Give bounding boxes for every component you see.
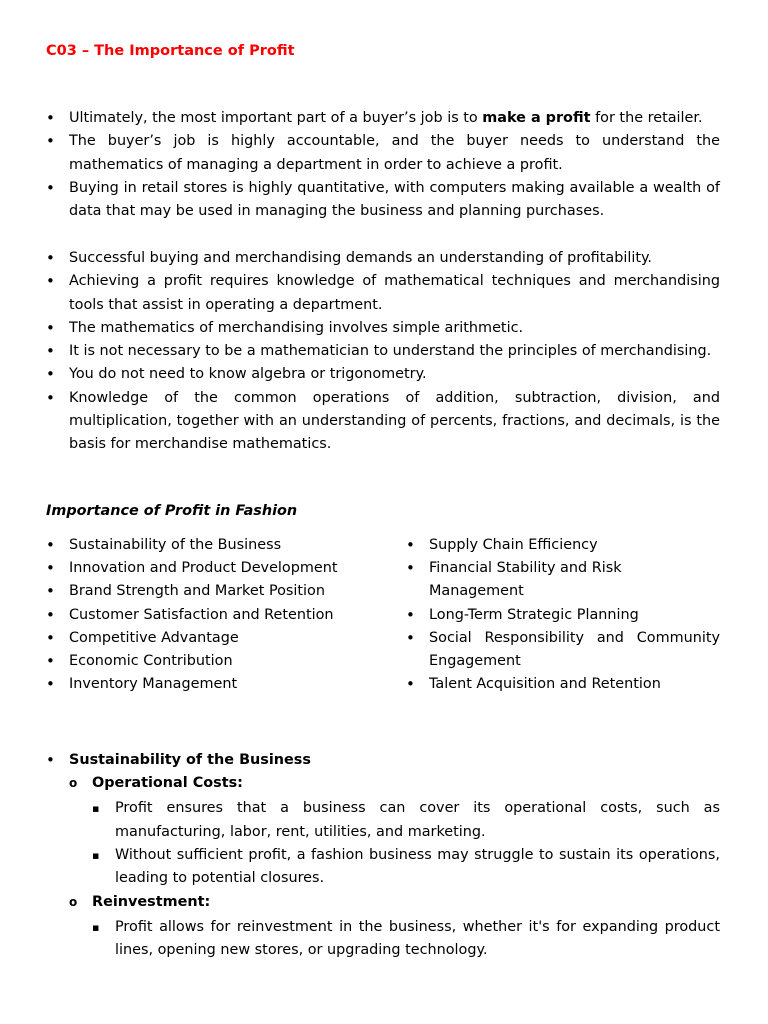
list-item: • Achieving a profit requires knowledge of mathematical techniques and merchandising tools that assist in operating a department. [46, 270, 720, 317]
intro-item-1-bold: make a profit [482, 110, 591, 126]
list-item: • Innovation and Product Development [46, 557, 384, 580]
list-item [46, 749, 720, 963]
list-item: • Customer Satisfaction and Retention [46, 604, 384, 627]
fashion-section-heading: Importance of Profit in Fashion [46, 502, 298, 519]
operational-costs-label: Operational Costs: [92, 775, 243, 792]
list-item: • Talent Acquisition and Retention [406, 673, 720, 696]
list-item: • The mathematics of merchandising involves simple arithmetic. [46, 317, 720, 340]
list-item: • The buyer’s job is highly accountable, and the buyer needs to understand the mathematics of managing a department in order to achieve a profit. [46, 130, 720, 177]
list-item: ▪ Without sufficient profit, a fashion business may struggle to sustain its operations, leading to potential closures. [92, 844, 720, 891]
list-item: • Buying in retail stores is highly quantitative, with computers making available a wealth of data that may be used in managing the business and planning purchases. [46, 177, 720, 224]
detail-bullet-list [46, 749, 720, 963]
list-item: • You do not need to know algebra or trigonometry. [46, 363, 720, 386]
list-item [46, 107, 720, 130]
list-item: • It is not necessary to be a mathematician to understand the principles of merchandising. [46, 340, 720, 363]
intro-bullet-list [46, 107, 720, 223]
detail-sub-list [69, 772, 720, 962]
list-item: • Financial Stability and Risk Management [406, 557, 720, 604]
sub-list-item [69, 772, 720, 890]
list-item: • Successful buying and merchandising demands an understanding of profitability. [46, 247, 720, 270]
fashion-two-column-list [46, 534, 720, 697]
document-title: C03 – The Importance of Profit [46, 43, 295, 59]
list-item: • Brand Strength and Market Position [46, 580, 384, 603]
reinvestment-label: Reinvestment: [92, 893, 211, 910]
fashion-left-column [46, 534, 384, 697]
reinvestment-points [92, 916, 720, 963]
list-item: • Knowledge of the common operations of addition, subtraction, division, and multiplication, together with an understanding of percents, fractions, and decimals, is the basis for merchandise mathematics. [46, 387, 720, 457]
math-bullet-list [46, 247, 720, 457]
list-item: • Inventory Management [46, 673, 384, 696]
list-item: • Competitive Advantage [46, 627, 384, 650]
detail-heading: Sustainability of the Business [69, 751, 311, 768]
list-item: • Economic Contribution [46, 650, 384, 673]
list-item: • Long-Term Strategic Planning [406, 604, 720, 627]
intro-item-1-post: for the retailer. [590, 110, 703, 126]
list-item: • Sustainability of the Business [46, 534, 384, 557]
list-item: • Social Responsibility and Community Engagement [406, 627, 720, 674]
sub-list-item [69, 891, 720, 963]
intro-item-1-pre: Ultimately, the most important part of a buyer’s job is to [69, 110, 483, 126]
fashion-right-column [406, 534, 720, 697]
list-item: ▪ Profit ensures that a business can cover its operational costs, such as manufacturing, labor, rent, utilities, and marketing. [92, 797, 720, 844]
list-item: ▪ Profit allows for reinvestment in the business, whether it's for expanding product lines, opening new stores, or upgrading technology. [92, 916, 720, 963]
list-item: • Supply Chain Efficiency [406, 534, 720, 557]
operational-costs-points [92, 797, 720, 890]
